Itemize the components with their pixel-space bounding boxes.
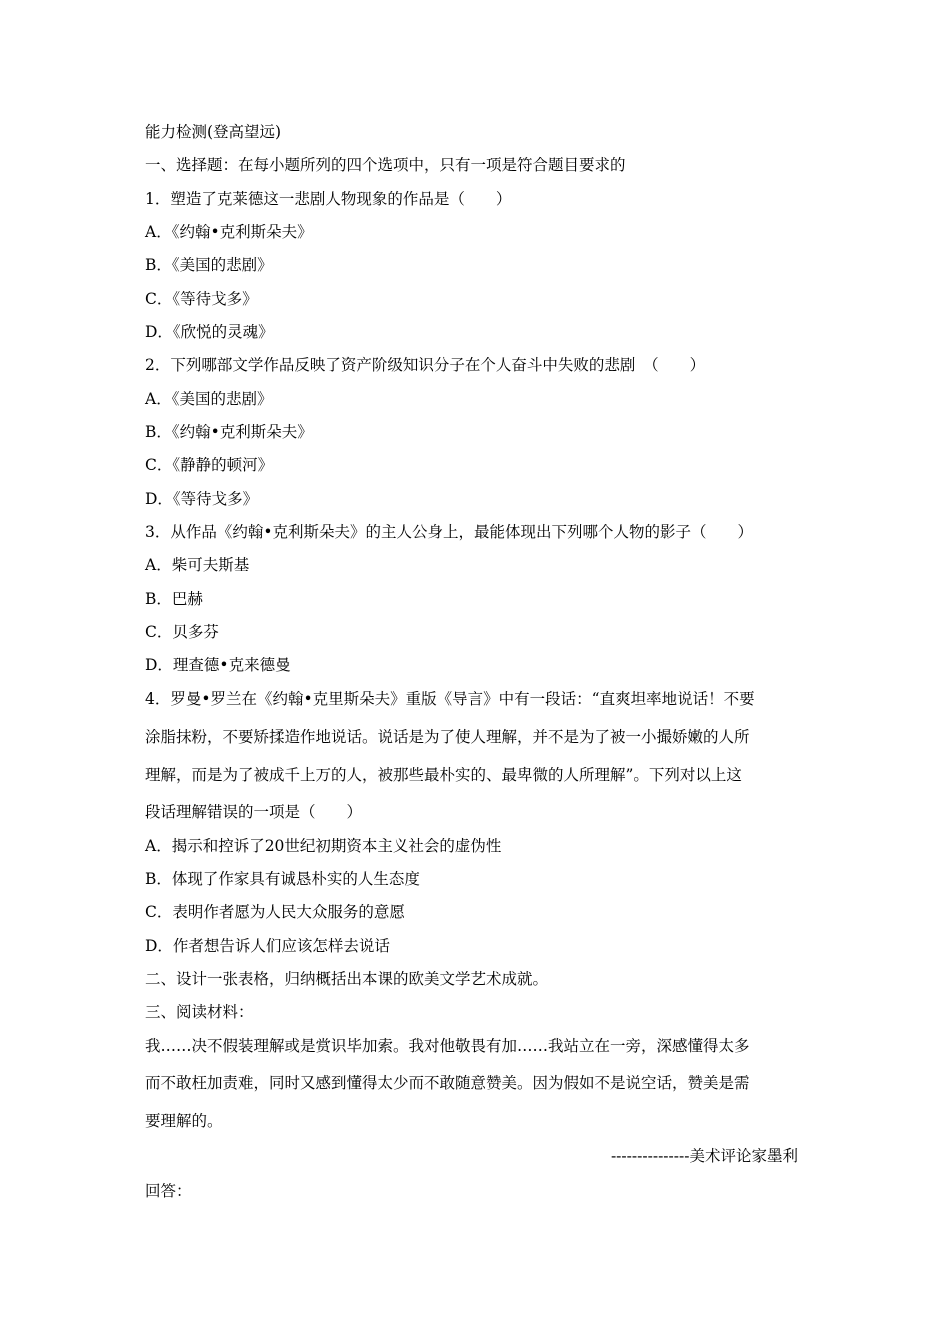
- section-2-title: 二、设计一张表格，归纳概括出本课的欧美文学艺术成就。: [145, 970, 549, 988]
- passage-line-1: 我……决不假装理解或是赏识毕加索。我对他敬畏有加……我站立在一旁，深感懂得太多: [145, 1037, 750, 1055]
- question-3-stem: 3．从作品《约翰•克利斯朵夫》的主人公身上，最能体现出下列哪个人物的影子（ ）: [145, 523, 754, 541]
- question-1-option-c: C．《等待戈多》: [145, 290, 258, 308]
- section-1-title: 一、选择题：在每小题所列的四个选项中，只有一项是符合题目要求的: [145, 156, 626, 174]
- question-1-option-d: D．《欣悦的灵魂》: [145, 323, 274, 341]
- passage-line-2: 而不敢枉加责难，同时又感到懂得太少而不敢随意赞美。因为假如不是说空话，赞美是需: [145, 1074, 750, 1092]
- page-heading: 能力检测(登高望远): [145, 123, 282, 141]
- question-4-option-a: A．揭示和控诉了20世纪初期资本主义社会的虚伪性: [145, 837, 502, 855]
- passage-attribution: ---------------美术评论家墨利: [610, 1147, 798, 1165]
- question-4-stem-line-1: 4．罗曼•罗兰在《约翰•克里斯朵夫》重版《导言》中有一段话：“直爽坦率地说话！不要: [145, 690, 755, 708]
- answer-label: 回答：: [145, 1182, 192, 1200]
- question-1-option-a: A．《约翰•克利斯朵夫》: [145, 223, 313, 241]
- question-4-option-b: B．体现了作家具有诚恳朴实的人生态度: [145, 870, 420, 888]
- question-4-stem-line-3: 理解，而是为了被成千上万的人，被那些最朴实的、最卑微的人所理解”。下列对以上这: [145, 766, 742, 784]
- question-2-option-b: B．《约翰•克利斯朵夫》: [145, 423, 313, 441]
- question-2-option-a: A．《美国的悲剧》: [145, 390, 273, 408]
- question-3-option-c: C．贝多芬: [145, 623, 219, 641]
- question-4-option-c: C．表明作者愿为人民大众服务的意愿: [145, 903, 405, 921]
- question-2-option-c: C．《静静的顿河》: [145, 456, 274, 474]
- question-3-option-d: D．理查德•克来德曼: [145, 656, 291, 674]
- question-1-stem: 1．塑造了克莱德这一悲剧人物现象的作品是（ ）: [145, 190, 512, 208]
- question-4-stem-line-4: 段话理解错误的一项是（ ）: [145, 803, 363, 821]
- question-4-option-d: D．作者想告诉人们应该怎样去说话: [145, 937, 390, 955]
- question-2-stem: 2．下列哪部文学作品反映了资产阶级知识分子在个人奋斗中失败的悲剧 （ ）: [145, 356, 706, 374]
- question-3-option-b: B．巴赫: [145, 590, 203, 608]
- section-3-title: 三、阅读材料：: [145, 1003, 254, 1021]
- passage-line-3: 要理解的。: [145, 1112, 223, 1130]
- question-1-option-b: B．《美国的悲剧》: [145, 256, 273, 274]
- question-2-option-d: D．《等待戈多》: [145, 490, 259, 508]
- question-4-stem-line-2: 涂脂抹粉，不要矫揉造作地说话。说话是为了使人理解，并不是为了被一小撮娇嫩的人所: [145, 728, 750, 746]
- question-3-option-a: A．柴可夫斯基: [145, 556, 250, 574]
